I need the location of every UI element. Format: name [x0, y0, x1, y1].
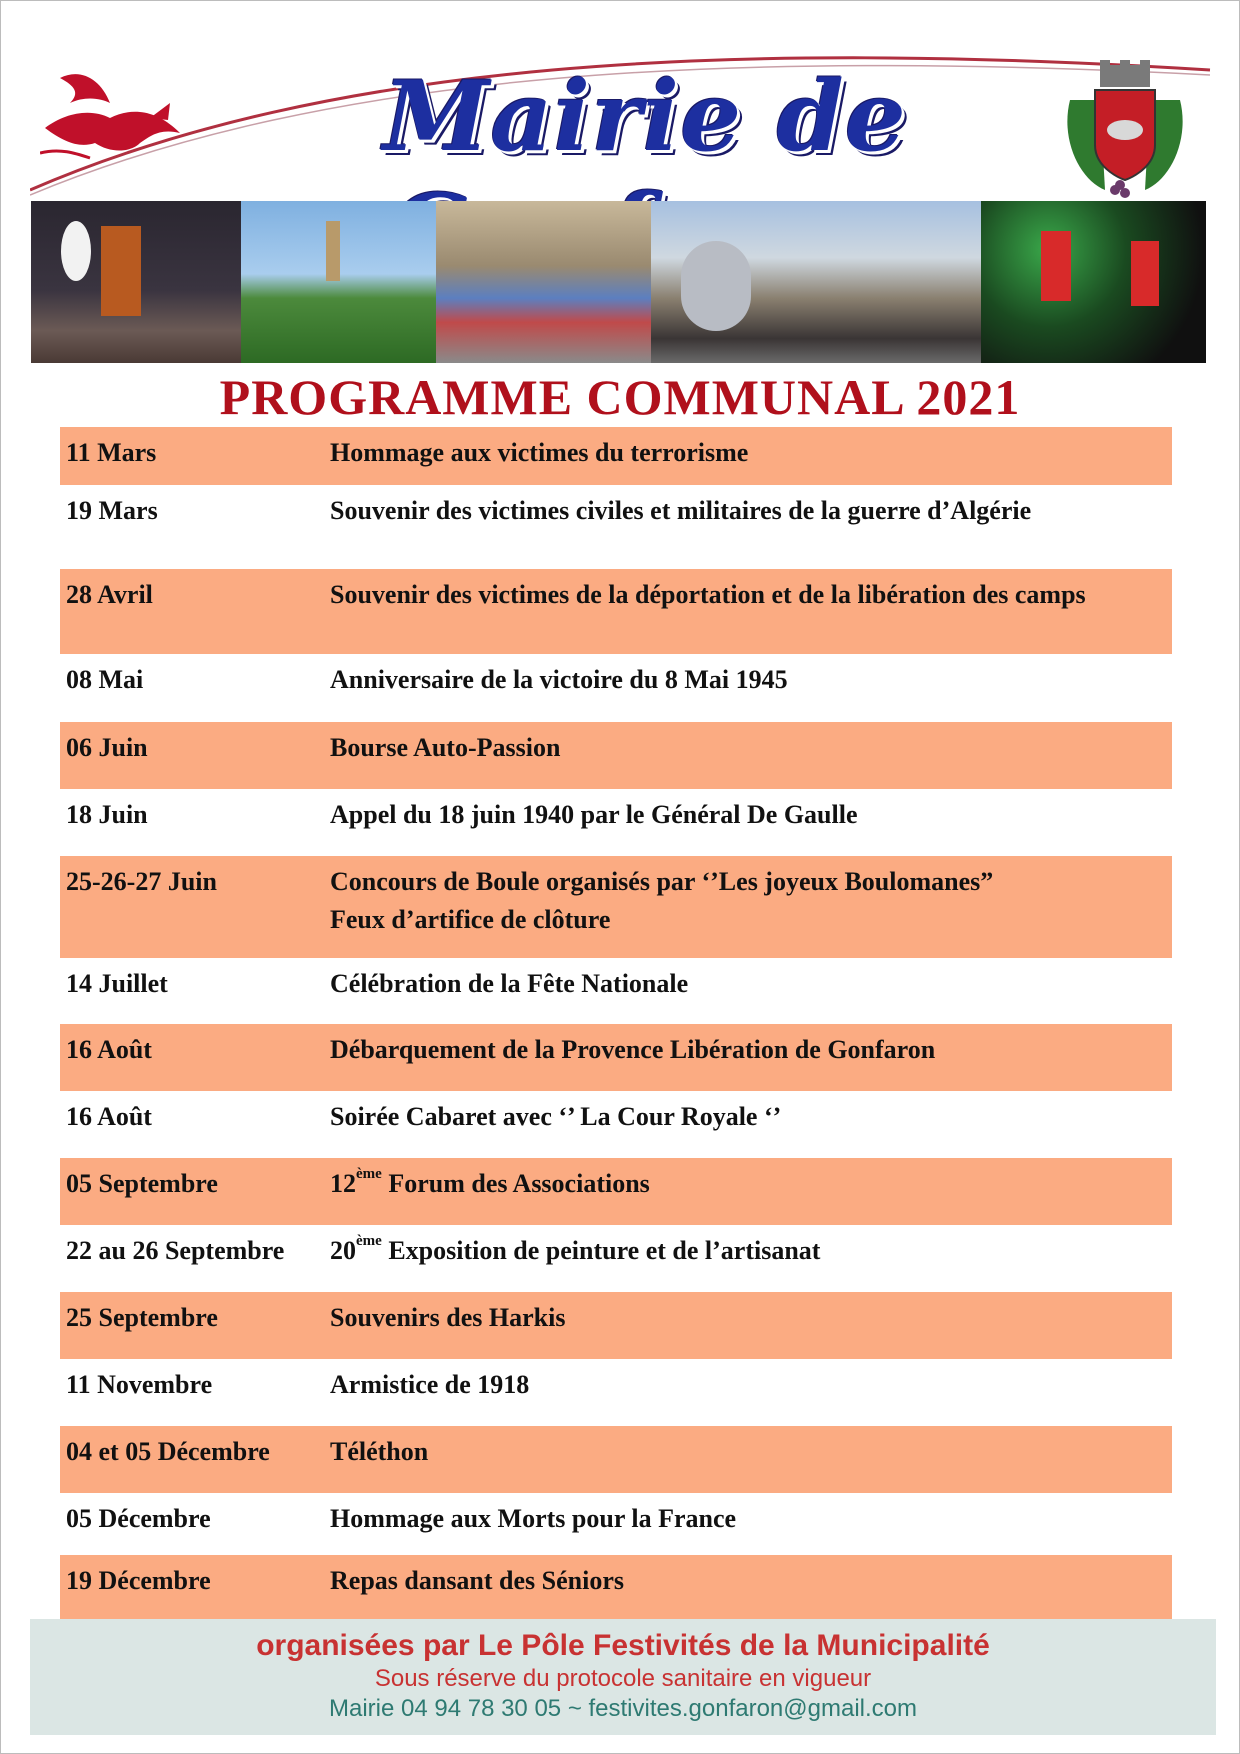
event-text: Débarquement de la Provence Libération de Gonfaron	[330, 1035, 936, 1064]
header	[30, 30, 1220, 205]
event-text: Téléthon	[330, 1437, 429, 1466]
table-row	[60, 1359, 1172, 1426]
donkey-costume-parade-photo	[651, 201, 981, 363]
table-row	[60, 1158, 1172, 1225]
event-description	[330, 1499, 1160, 1539]
table-row	[60, 1555, 1172, 1619]
event-description	[330, 1432, 1160, 1472]
edition-suffix: ème	[356, 1166, 382, 1183]
table-row	[60, 1493, 1172, 1555]
event-date: 22 au 26 Septembre	[66, 1236, 285, 1265]
carnival-parade-photo	[436, 201, 651, 363]
event-description	[330, 1030, 1160, 1070]
event-text: Hommage aux Morts pour la France	[330, 1504, 737, 1533]
event-description	[330, 1164, 1160, 1204]
photo-strip	[31, 201, 1206, 363]
edition-suffix: ème	[356, 1233, 382, 1250]
event-description	[330, 862, 1160, 940]
event-text-line2: Feux d’artifice de clôture	[330, 905, 611, 934]
table-row	[60, 1292, 1172, 1359]
table-row	[60, 856, 1172, 958]
event-description	[330, 660, 1160, 700]
program-title: PROGRAMME COMMUNAL 2021	[219, 369, 1021, 425]
event-text: Célébration de la Fête Nationale	[330, 969, 689, 998]
event-date: 25 Septembre	[66, 1303, 218, 1332]
event-description	[330, 1561, 1160, 1601]
event-text: Armistice de 1918	[330, 1370, 530, 1399]
event-date: 16 Août	[66, 1102, 152, 1131]
event-description	[330, 728, 1160, 768]
winged-donkey-logo-icon	[40, 58, 190, 168]
event-description	[330, 575, 1160, 615]
event-text: Forum des Associations	[381, 1169, 650, 1198]
table-row	[60, 569, 1172, 654]
event-description	[330, 1298, 1160, 1338]
event-description	[330, 491, 1160, 531]
event-text: Bourse Auto-Passion	[330, 733, 561, 762]
event-date: 06 Juin	[66, 733, 148, 762]
edition-number: 20	[330, 1236, 356, 1265]
christmas-show-photo	[31, 201, 241, 363]
footer-organizer: organisées par Le Pôle Festivités de la Municipalité	[256, 1629, 990, 1662]
event-date: 11 Mars	[66, 438, 157, 467]
footer-sanitary-notice: Sous réserve du protocole sanitaire en vigueur	[374, 1665, 872, 1692]
event-description	[330, 1365, 1160, 1405]
edition-number: 12	[330, 1169, 356, 1198]
event-date: 08 Mai	[66, 665, 144, 694]
table-row	[60, 1426, 1172, 1493]
gonfaron-coat-of-arms-icon	[1060, 60, 1190, 200]
table-row	[60, 722, 1172, 789]
event-text: Anniversaire de la victoire du 8 Mai 1945	[330, 665, 788, 694]
event-date: 19 Décembre	[66, 1566, 211, 1595]
event-description	[330, 433, 1160, 473]
table-row	[60, 654, 1172, 722]
table-row	[60, 789, 1172, 856]
event-description	[330, 795, 1160, 835]
table-row	[60, 1091, 1172, 1158]
event-date: 04 et 05 Décembre	[66, 1437, 270, 1466]
event-date: 14 Juillet	[66, 969, 168, 998]
event-text: Soirée Cabaret avec ‘’ La Cour Royale ‘’	[330, 1102, 782, 1131]
event-date: 19 Mars	[66, 496, 158, 525]
table-row	[60, 958, 1172, 1024]
table-row	[60, 1225, 1172, 1292]
event-text: Concours de Boule organisés par ‘’Les joyeux Boulomanes”	[330, 867, 994, 896]
event-date: 28 Avril	[66, 580, 153, 609]
event-date: 25-26-27 Juin	[66, 867, 217, 896]
footer-contact: Mairie 04 94 78 30 05 ~ festivites.gonfaron@gmail.com	[328, 1695, 917, 1722]
footer	[30, 1619, 1216, 1735]
event-date: 05 Septembre	[66, 1169, 218, 1198]
event-text: Hommage aux victimes du terrorisme	[330, 438, 749, 467]
event-description	[330, 964, 1160, 1004]
event-text: Repas dansant des Séniors	[330, 1566, 625, 1595]
table-row	[60, 1024, 1172, 1091]
cabaret-dancers-photo	[981, 201, 1206, 363]
event-text: Appel du 18 juin 1940 par le Général De Gaulle	[330, 800, 858, 829]
event-date: 11 Novembre	[66, 1370, 213, 1399]
event-date: 16 Août	[66, 1035, 152, 1064]
table-row	[60, 427, 1172, 485]
event-description	[330, 1097, 1160, 1137]
event-text: Souvenir des victimes civiles et militaires de la guerre d’Algérie	[330, 496, 1032, 525]
village-church-photo	[241, 201, 436, 363]
event-date: 05 Décembre	[66, 1504, 211, 1533]
event-text: Exposition de peinture et de l’artisanat	[381, 1236, 821, 1265]
event-date: 18 Juin	[66, 800, 148, 829]
event-text: Souvenir des victimes de la déportation et de la libération des camps	[330, 580, 1086, 609]
event-description	[330, 1231, 1160, 1271]
mairie-title: Mairie de	[383, 60, 907, 173]
event-text: Souvenirs des Harkis	[330, 1303, 566, 1332]
table-row	[60, 485, 1172, 569]
